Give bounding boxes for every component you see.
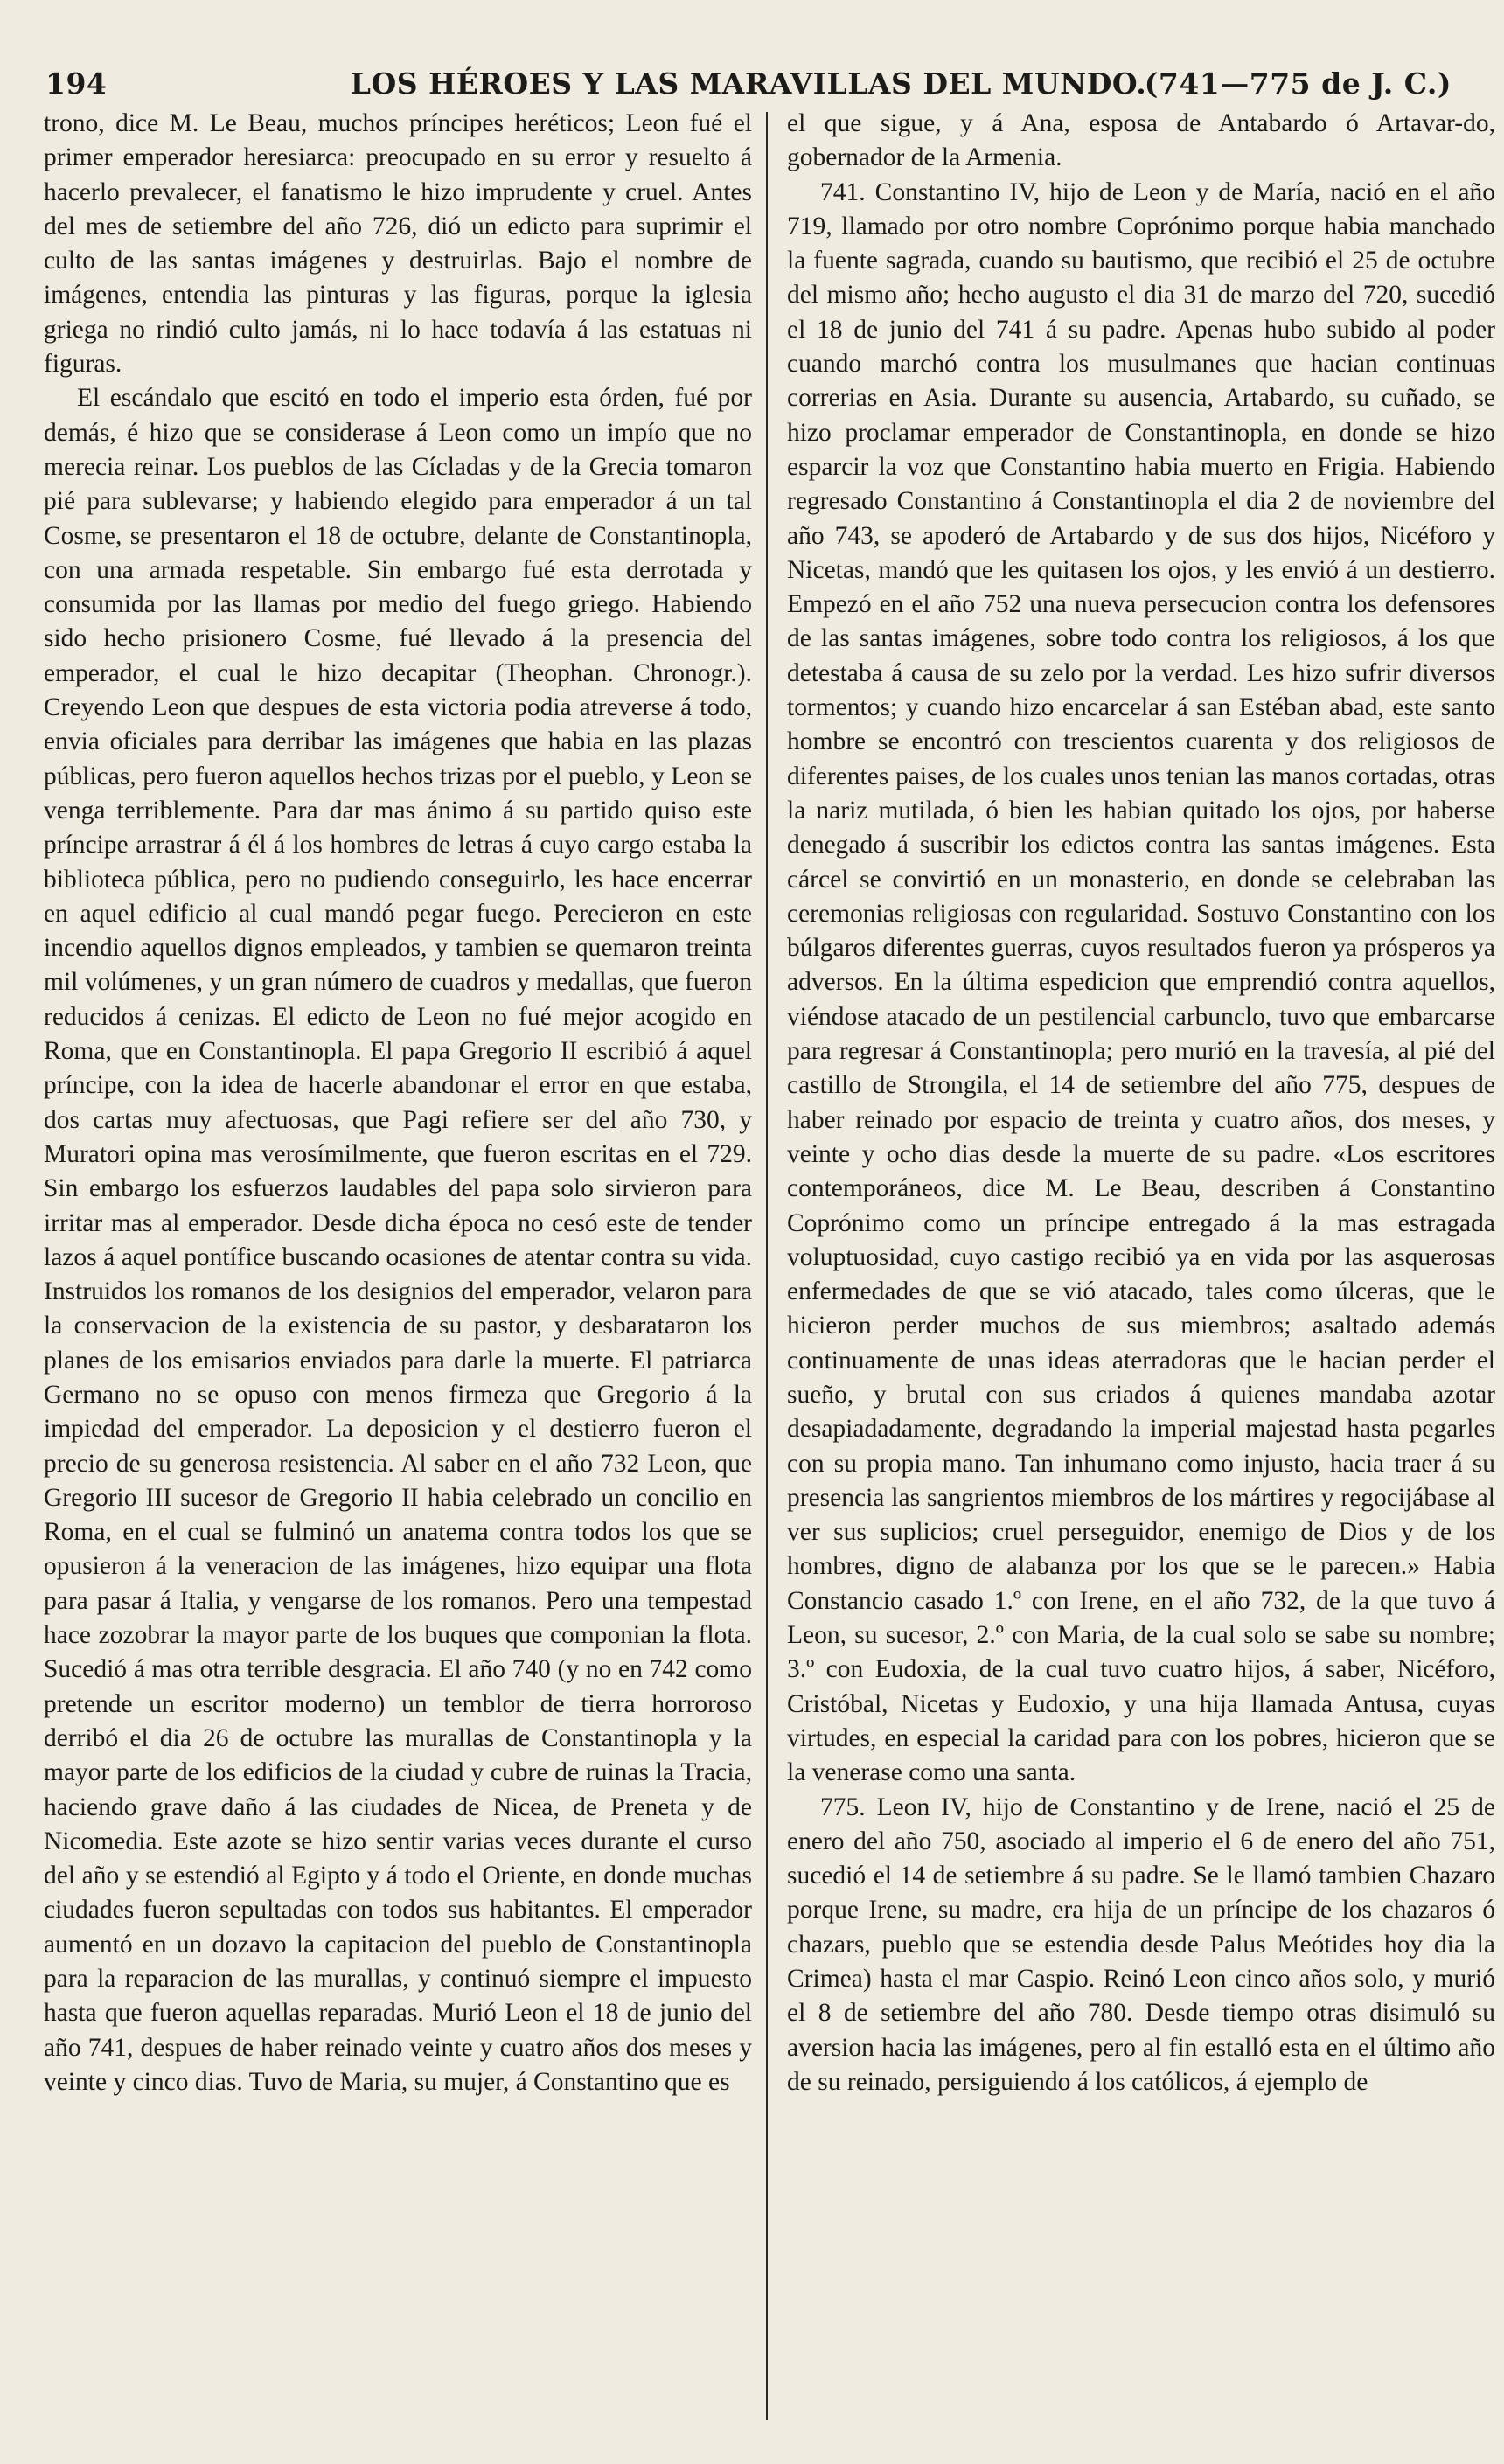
right-column: [787, 107, 1495, 2099]
paragraph: 741. Constantino IV, hijo de Leon y de María, nació en el año 719, llamado por otro nombre Coprónimo porque habia manchado la fuente sagrada, cuando su bautismo, que recibió el 25 de octubre del mismo año; hecho augusto el dia 31 de marzo del 720, sucedió el 18 de junio del 741 á su padre. Apenas hubo subido al poder cuando marchó contra los musulmanes que hacian continuas correrias en Asia. Durante su ausencia, Artabardo, su cuñado, se hizo proclamar emperador de Constantinopla, en donde se hizo esparcir la voz que Constantino habia muerto en Frigia. Habiendo regresado Constantino á Constantinopla el dia 2 de noviembre del año 743, se apoderó de Artabardo y de sus dos hijos, Nicéforo y Nicetas, mandó que les quitasen los ojos, y les envió á un destierro. Empezó en el año 752 una nueva persecucion contra los defensores de las santas imágenes, sobre todo contra los religiosos, á los que detestaba á causa de su zelo por la verdad. Les hizo sufrir diversos tormentos; y cuando hizo encarcelar á san Estéban abad, este santo hombre se encontró con trescientos cuarenta y dos religiosos de diferentes paises, de los cuales unos tenian las manos cortadas, otras la nariz mutilada, ó bien les habian quitado los ojos, por haberse denegado á suscribir los edictos contra las santas imágenes. Esta cárcel se convirtió en un monasterio, en donde se celebraban las ceremonias religiosas con regularidad. Sostuvo Constantino con los búlgaros diferentes guerras, cuyos resultados fueron ya prósperos ya adversos. En la última espedicion que emprendió contra aquellos, viéndose atacado de un pestilencial carbunclo, tuvo que embarcarse para regresar á Constantinopla; pero murió en la travesía, al pié del castillo de Strongila, el 14 de setiembre del año 775, despues de haber reinado por espacio de treinta y cuatro años, dos meses, y veinte y ocho dias desde la muerte de su padre. «Los escritores contemporáneos, dice M. Le Beau, describen á Constantino Coprónimo como un príncipe entregado á la mas estragada voluptuosidad, cuyo castigo recibió ya en vida por las asquerosas enfermedades de que se vió atacado, tales como úlceras, que le hicieron perder muchos de sus miembros; asaltado además continuamente de unas ideas aterradoras que le hacian perder el sueño, y brutal con sus criados á quienes mandaba azotar desapiadadamente, degradando la imperial majestad hasta pegarles con su propia mano. Tan inhumano como injusto, hacia traer á su presencia las sangrientos miembros de los mártires y regocijábase al ver sus suplicios; cruel perseguidor, enemigo de Dios y de los hombres, digno de alabanza por los que se le parecen.» Habia Constancio casado 1.º con Irene, en el año 732, de la que tuvo á Leon, su sucesor, 2.º con Maria, de la cual solo se sabe su nombre; 3.º con Eudoxia, de la cual tuvo cuatro hijos, á saber, Nicéforo, Cristóbal, Nicetas y Eudoxio, y una hija llamada Antusa, cuyas virtudes, en especial la caridad para con los pobres, hicieron que se la venerase como una santa.: [787, 177, 1495, 1787]
running-header: [45, 59, 1452, 107]
paragraph: trono, dice M. Le Beau, muchos príncipes heréticos; Leon fué el primer emperador heresiarca: preocupado en su error y resuelto á hacerlo prevalecer, el fanatismo le hizo imprudente y cruel. Antes del mes de setiembre del año 726, dió un edicto para suprimir el culto de las santas imágenes y destruirlas. Bajo el nombre de imágenes, entendia las pinturas y las figuras, porque la iglesia griega no rindió culto jamás, ni lo hace todavía á las estatuas ni figuras.: [44, 109, 752, 379]
paragraph: El escándalo que escitó en todo el imperio esta órden, fué por demás, é hizo que se considerase á Leon como un impío que no merecia reinar. Los pueblos de las Cícladas y de la Grecia tomaron pié para sublevarse; y habiendo elegido para emperador á un tal Cosme, se presentaron el 18 de octubre, delante de Constantinopla, con una armada respetable. Sin embargo fué esta derrotada y consumida por las llamas por medio del fuego griego. Habiendo sido hecho prisionero Cosme, fué llevado á la presencia del emperador, el cual le hizo decapitar (Theophan. Chronogr.). Creyendo Leon que despues de esta victoria podia atreverse á todo, envia oficiales para derribar las imágenes que habia en las plazas públicas, pero fueron aquellos hechos trizas por el pueblo, y Leon se venga terriblemente. Para dar mas ánimo á su partido quiso este príncipe arrastrar á él á los hombres de letras á cuyo cargo estaba la biblioteca pública, pero no pudiendo conseguirlo, les hace encerrar en aquel edificio al cual mandó pegar fuego. Perecieron en este incendio aquellos dignos empleados, y tambien se quemaron treinta mil volúmenes, y un gran número de cuadros y medallas, que fueron reducidos á cenizas. El edicto de Leon no fué mejor acogido en Roma, que en Constantinopla. El papa Gregorio II escribió á aquel príncipe, con la idea de hacerle abandonar el error en que estaba, dos cartas muy afectuosas, que Pagi refiere ser del año 730, y Muratori opina mas verosímilmente, que fueron escritas en el 729. Sin embargo los esfuerzos laudables del papa solo sirvieron para irritar mas al emperador. Desde dicha época no cesó este de tender lazos á aquel pontífice buscando ocasiones de atentar contra su vida. Instruidos los romanos de los designios del emperador, velaron para la conservacion de la existencia de su pastor, y desbarataron los planes de los emisarios enviados para darle la muerte. El patriarca Germano no se opuso con menos firmeza que Gregorio á la impiedad del emperador. La deposicion y el destierro fueron el precio de su generosa resistencia. Al saber en el año 732 Leon, que Gregorio III sucesor de Gregorio II habia celebrado un concilio en Roma, en el cual se fulminó un anatema contra todos los que se opusieron á la veneracion de las imágenes, hizo equipar una flota para pasar á Italia, y vengarse de los romanos. Pero una tempestad hace zozobrar la mayor parte de los buques que componian la flota. Sucedió á mas otra terrible desgracia. El año 740 (y no en 742 como pretende un escritor moderno) un temblor de tierra horroroso derribó el dia 26 de octubre las murallas de Constantinopla y la mayor parte de los edificios de la ciudad y cubre de ruinas la Tracia, haciendo grave daño á las ciudades de Nicea, de Preneta y de Nicomedia. Este azote se hizo sentir varias veces durante el curso del año y se estendió al Egipto y á todo el Oriente, en donde muchas ciudades fueron sepultadas con todos sus habitantes. El emperador aumentó en un dozavo la capitacion del pueblo de Constantinopla para la reparacion de las murallas, y continuó siempre el impuesto hasta que fueron aquellas reparadas. Murió Leon el 18 de junio del año 741, despues de haber reinado veinte y cuatro años dos meses y veinte y cinco dias. Tuvo de Maria, su mujer, á Constantino que es: [44, 384, 752, 2096]
paragraph: 775. Leon IV, hijo de Constantino y de Irene, nació el 25 de enero del año 750, asociado al imperio el 6 de enero del año 751, sucedió el 14 de setiembre á su padre. Se le llamó tambien Chazaro porque Irene, su madre, era hija de un príncipe de los chazaros ó chazars, pueblo que se estendia desde Palus Meótides hoy dia la Crimea) hasta el mar Caspio. Reinó Leon cinco años solo, y murió el 8 de setiembre del año 780. Desde tiempo otras disimuló su aversion hacia las imágenes, pero al fin estalló esta en el último año de su reinado, persiguiendo á los católicos, á ejemplo de: [787, 1792, 1495, 2096]
page-number: 194: [45, 66, 108, 101]
column-divider: [766, 112, 768, 2420]
running-title: LOS HÉROES Y LAS MARAVILLAS DEL MUNDO.: [350, 66, 1147, 101]
left-column: [44, 107, 752, 2099]
paragraph: el que sigue, y á Ana, esposa de Antabardo ó Artavar-do, gobernador de la Armenia.: [787, 109, 1495, 172]
date-range: (741—775 de J. C.): [1144, 66, 1452, 101]
